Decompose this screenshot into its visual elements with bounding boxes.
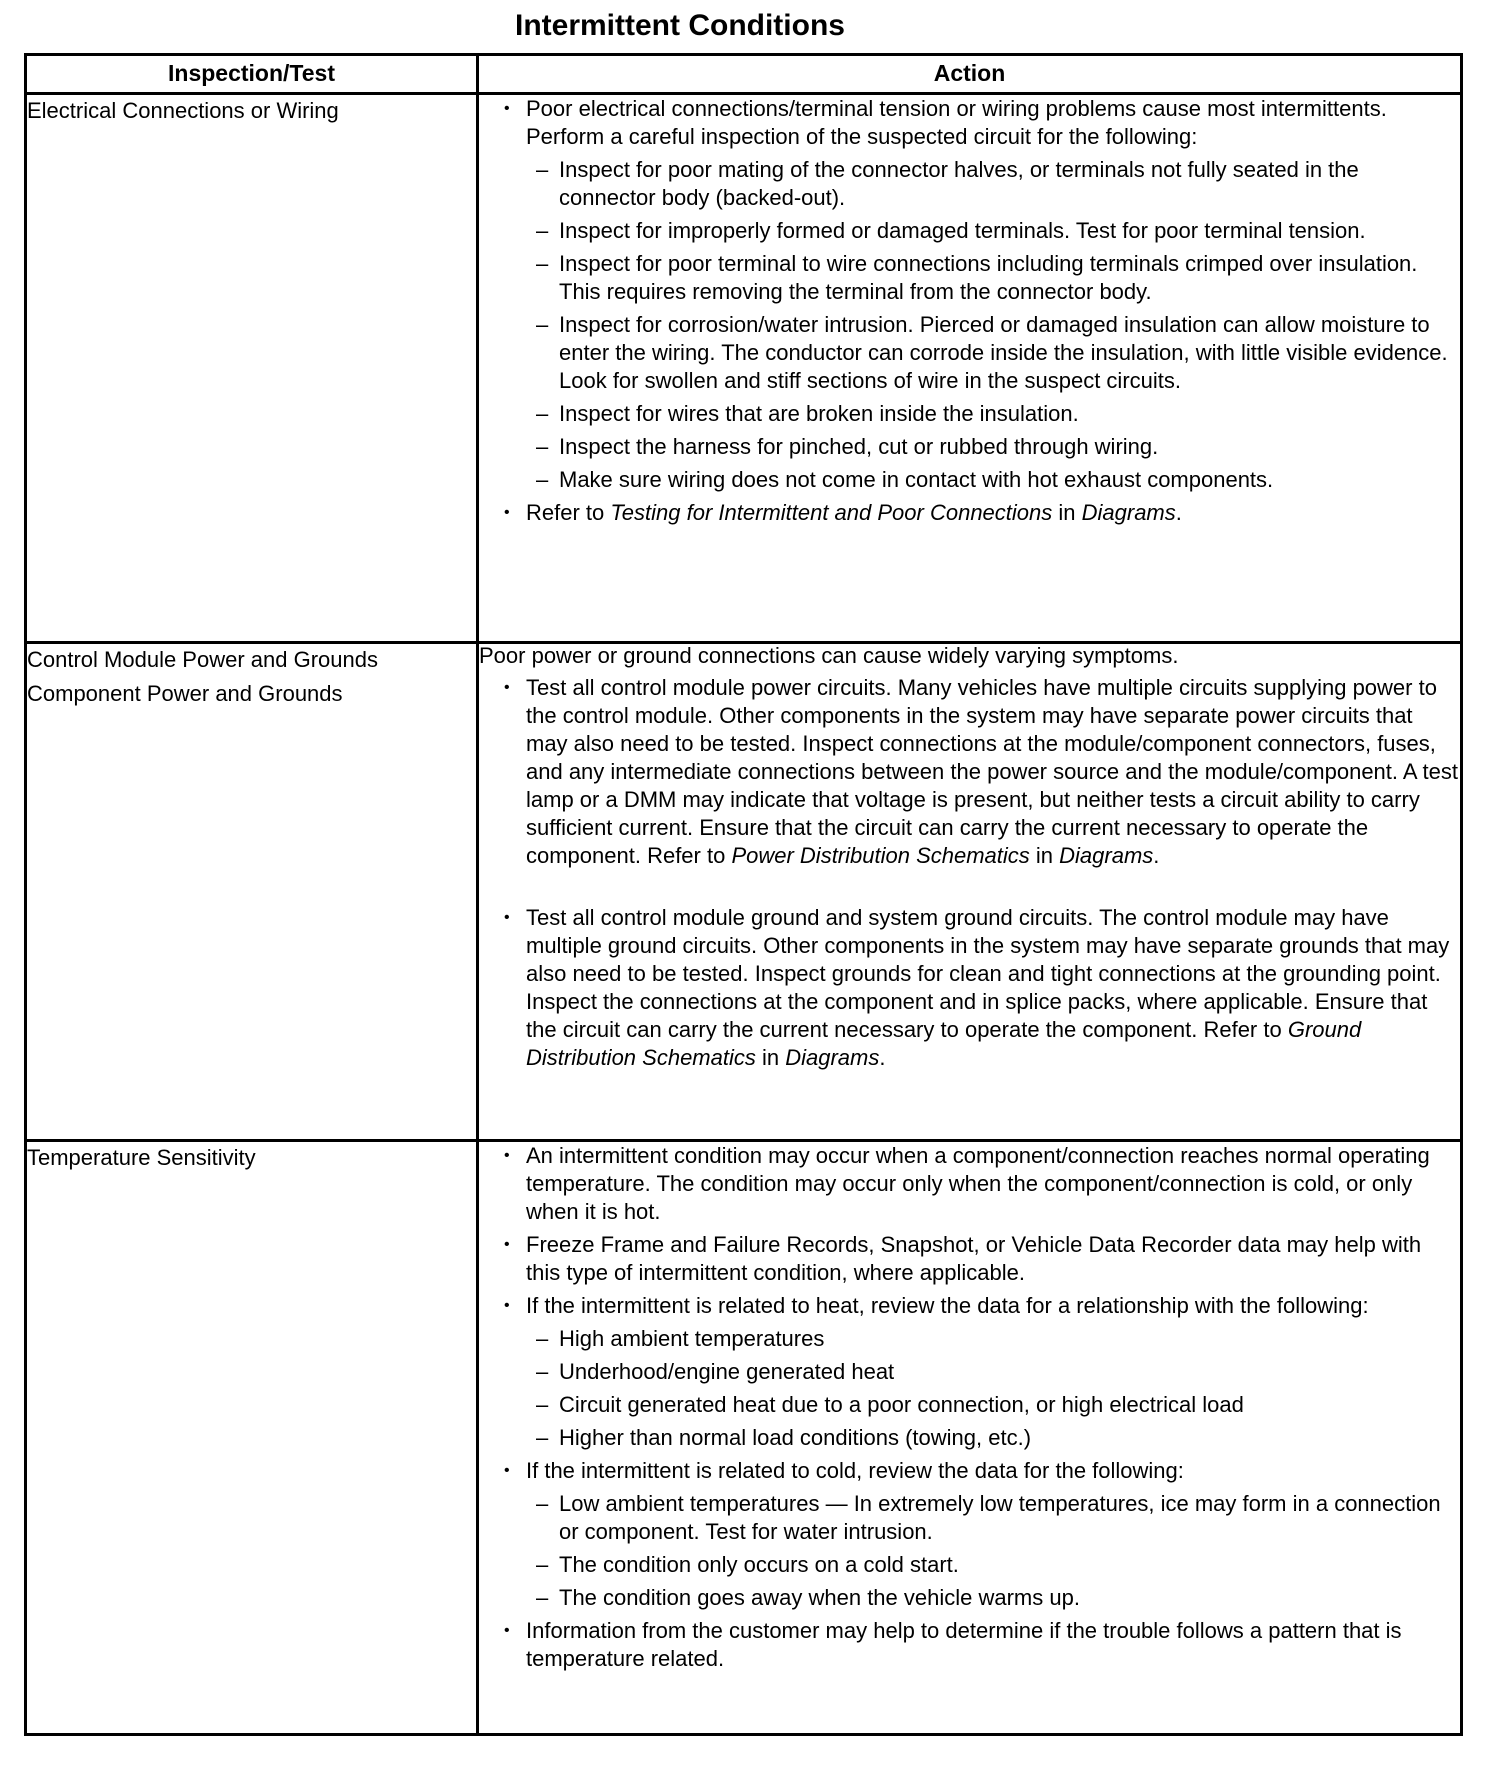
test-label: Temperature Sensitivity	[27, 1145, 256, 1170]
document-title: Intermittent Conditions	[515, 9, 845, 42]
action-cell	[478, 643, 1462, 1141]
reference-section: Diagrams	[1081, 500, 1176, 525]
dash-icon: –	[536, 1326, 549, 1351]
dash-item: – Inspect for improperly formed or damaged terminals. Test for poor terminal tension.	[536, 218, 1366, 243]
dash-item: – Circuit generated heat due to a poor connection, or high electrical load	[536, 1392, 1244, 1417]
dash-item: – The condition only occurs on a cold start.	[536, 1552, 959, 1577]
bullet-icon: •	[504, 504, 510, 521]
header-action: Action	[478, 55, 1462, 94]
dash-item: – The condition goes away when the vehicle warms up.	[536, 1585, 1080, 1610]
dash-item: – Underhood/engine generated heat	[536, 1359, 895, 1384]
dash-icon: –	[536, 1425, 549, 1450]
dash-item: – High ambient temperatures	[536, 1326, 825, 1351]
dash-item: – Higher than normal load conditions (towing, etc.)	[536, 1425, 1032, 1450]
inspection-test-cell	[26, 643, 478, 1141]
bullet-icon: •	[504, 1462, 510, 1479]
table-row	[26, 1141, 1462, 1735]
bullet-item: • Freeze Frame and Failure Records, Snapshot, or Vehicle Data Recorder data may help with this type of intermittent condition, where applicable.	[504, 1232, 1422, 1285]
dash-icon: –	[536, 1552, 549, 1577]
dash-item: – Make sure wiring does not come in contact with hot exhaust components.	[536, 467, 1274, 492]
table-header-row	[26, 55, 1462, 94]
dash-icon: –	[536, 312, 549, 337]
dash-icon: –	[536, 1491, 549, 1516]
dash-icon: –	[536, 401, 549, 426]
dash-icon: –	[536, 157, 549, 182]
inspection-test-cell	[26, 1141, 478, 1735]
dash-icon: –	[536, 1585, 549, 1610]
dash-icon: –	[536, 251, 549, 276]
reference-section: Diagrams	[1059, 843, 1154, 868]
dash-icon: –	[536, 434, 549, 459]
dash-item: – Inspect for poor terminal to wire connections including terminals crimped over insulation. This requires removing the terminal from the connector body.	[536, 251, 1418, 304]
bullet-item: • An intermittent condition may occur when a component/connection reaches normal operating temperature. The condition may occur only when the component/connection is cold, or only when it is hot.	[504, 1143, 1430, 1224]
bullet-icon: •	[504, 909, 510, 926]
bullet-item: • Test all control module power circuits. Many vehicles have multiple circuits supplying power to the control module. Other components in the system may have separate power circuits that may also need to be tested. Inspect connections at the module/component connectors, fuses, and any intermediate connections between the power source and the module/component. A test lamp or a DMM may indicate that voltage is present, but neither tests a circuit ability to carry sufficient current. Ensure that the circuit can carry the current necessary to operate the component. Refer to Power Distribution Schematics in Diagrams.	[504, 675, 1458, 868]
dash-icon: –	[536, 467, 549, 492]
bullet-item-reference: • Refer to Testing for Intermittent and Poor Connections in Diagrams.	[504, 500, 1182, 525]
bullet-icon: •	[504, 1622, 510, 1639]
table-row	[26, 643, 1462, 1141]
action-cell	[478, 1141, 1462, 1735]
dash-icon: –	[536, 218, 549, 243]
intro-text: Poor power or ground connections can cause widely varying symptoms.	[479, 643, 1179, 668]
action-cell	[478, 94, 1462, 643]
bullet-icon: •	[504, 1147, 510, 1164]
dash-icon: –	[536, 1392, 549, 1417]
bullet-item: • Test all control module ground and system ground circuits. The control module may have multiple ground circuits. Other components in the system may have separate grounds that may also need to be tested. Inspect grounds for clean and tight connections at the grounding point. Inspect the connections at the component and in splice packs, where applicable. Ensure that the circuit can carry the current necessary to operate the component. Refer to Ground Distribution Schematics in Diagrams.	[504, 905, 1450, 1070]
intermittent-conditions-table	[24, 53, 1463, 1736]
reference-section: Diagrams	[785, 1045, 880, 1070]
reference-title: Ground Distribution Schematics	[526, 1017, 1362, 1070]
bullet-icon: •	[504, 679, 510, 696]
test-label: Electrical Connections or Wiring	[27, 98, 339, 123]
dash-item: – Inspect for corrosion/water intrusion. Pierced or damaged insulation can allow moisture to enter the wiring. The conductor can corrode inside the insulation, with little visible evidence. Look for swollen and stiff sections of wire in the suspect circuits.	[536, 312, 1448, 393]
dash-item: – Inspect for wires that are broken inside the insulation.	[536, 401, 1079, 426]
dash-item: – Inspect the harness for pinched, cut or rubbed through wiring.	[536, 434, 1159, 459]
inspection-test-cell	[26, 94, 478, 643]
dash-icon: –	[536, 1359, 549, 1384]
test-label: Component Power and Grounds	[27, 681, 343, 706]
bullet-item: • Poor electrical connections/terminal tension or wiring problems cause most intermittents. Perform a careful inspection of the suspected circuit for the following:	[504, 96, 1387, 149]
bullet-item: • If the intermittent is related to heat, review the data for a relationship with the following:	[504, 1293, 1369, 1318]
reference-title: Testing for Intermittent and Poor Connections	[610, 500, 1053, 525]
dash-item: – Low ambient temperatures — In extremely low temperatures, ice may form in a connection or component. Test for water intrusion.	[536, 1491, 1441, 1544]
table-row	[26, 94, 1462, 643]
bullet-icon: •	[504, 1236, 510, 1253]
bullet-icon: •	[504, 1297, 510, 1314]
reference-title: Power Distribution Schematics	[731, 843, 1030, 868]
bullet-item: • If the intermittent is related to cold, review the data for the following:	[504, 1458, 1184, 1483]
header-inspection-test: Inspection/Test	[26, 55, 478, 94]
bullet-item: • Information from the customer may help to determine if the trouble follows a pattern that is temperature related.	[504, 1618, 1402, 1671]
bullet-icon: •	[504, 100, 510, 117]
test-label: Control Module Power and Grounds	[27, 647, 378, 672]
dash-item: – Inspect for poor mating of the connector halves, or terminals not fully seated in the connector body (backed-out).	[536, 157, 1359, 210]
